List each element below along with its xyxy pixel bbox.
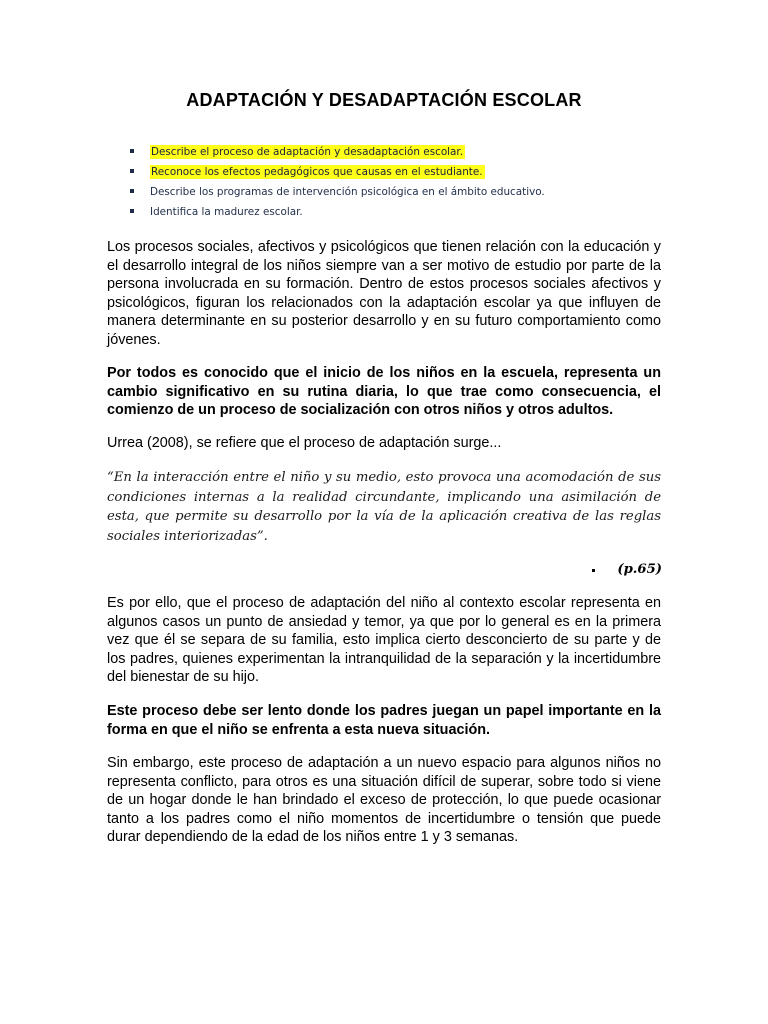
list-item <box>128 142 545 162</box>
objective-text: Reconoce los efectos pedagógicos que causas en el estudiante. <box>151 166 483 178</box>
parents-role-paragraph: Este proceso debe ser lento donde los padres juegan un papel importante en la forma en que el niño se enfrenta a esta nueva situación. <box>107 703 661 738</box>
square-bullet-icon <box>130 149 134 153</box>
list-item <box>128 162 545 182</box>
citation-text: (p.65) <box>617 562 662 577</box>
school-start-paragraph: Por todos es conocido que el inicio de los niños en la escuela, representa un cambio significativo en su rutina diaria, lo que trae como consecuencia, el comienzo de un proceso de socialización con otros niños y otros adultos. <box>107 365 661 418</box>
objective-text: Describe el proceso de adaptación y desadaptación escolar. <box>151 146 464 158</box>
anxiety-paragraph: Es por ello, que el proceso de adaptación del niño al contexto escolar representa en algunos casos un punto de ansiedad y temor, ya que por lo general es en la primera vez que él se separa de su familia, esto implica cierto desconcierto de su parte y de los padres, quienes experimentan la intranquilidad de la separación y la incertidumbre del bienestar de su hijo. <box>107 595 661 685</box>
document-title: ADAPTACIÓN Y DESADAPTACIÓN ESCOLAR <box>186 90 582 110</box>
objective-text: Identifica la madurez escolar. <box>150 206 303 218</box>
small-square-bullet-icon <box>592 569 595 572</box>
quote-citation <box>580 560 662 580</box>
objectives-list <box>128 142 545 222</box>
urrea-quote: “En la interacción entre el niño y su medio, esto provoca una acomodación de sus condiciones internas a la realidad circundante, implicando una asimilación de esta, que permite su desarrollo por la vía de la aplicación creativa de las reglas sociales interiorizadas”. <box>107 470 661 544</box>
urrea-intro-paragraph: Urrea (2008), se refiere que el proceso de adaptación surge... <box>107 435 502 451</box>
intro-paragraph: Los procesos sociales, afectivos y psicológicos que tienen relación con la educación y el desarrollo integral de los niños siempre van a ser motivo de estudio por parte de la persona involucrada en su formación. Dentro de estos procesos sociales afectivos y psicológicos, figuran los relacionados con la adaptación escolar ya que influyen de manera determinante en su posterior desarrollo y en su futuro comportamiento como jóvenes. <box>107 239 661 348</box>
list-item <box>128 202 545 222</box>
square-bullet-icon <box>130 189 134 193</box>
square-bullet-icon <box>130 209 134 213</box>
objective-text: Describe los programas de intervención psicológica en el ámbito educativo. <box>150 186 545 198</box>
adaptation-duration-paragraph: Sin embargo, este proceso de adaptación a un nuevo espacio para algunos niños no representa conflicto, para otros es una situación difícil de superar, sobre todo si viene de un hogar donde le han brindado el exceso de protección, lo que puede ocasionar tanto a los padres como el niño momentos de incertidumbre o tensión que puede durar dependiendo de la edad de los niños entre 1 y 3 semanas. <box>107 755 661 845</box>
square-bullet-icon <box>130 169 134 173</box>
list-item <box>128 182 545 202</box>
